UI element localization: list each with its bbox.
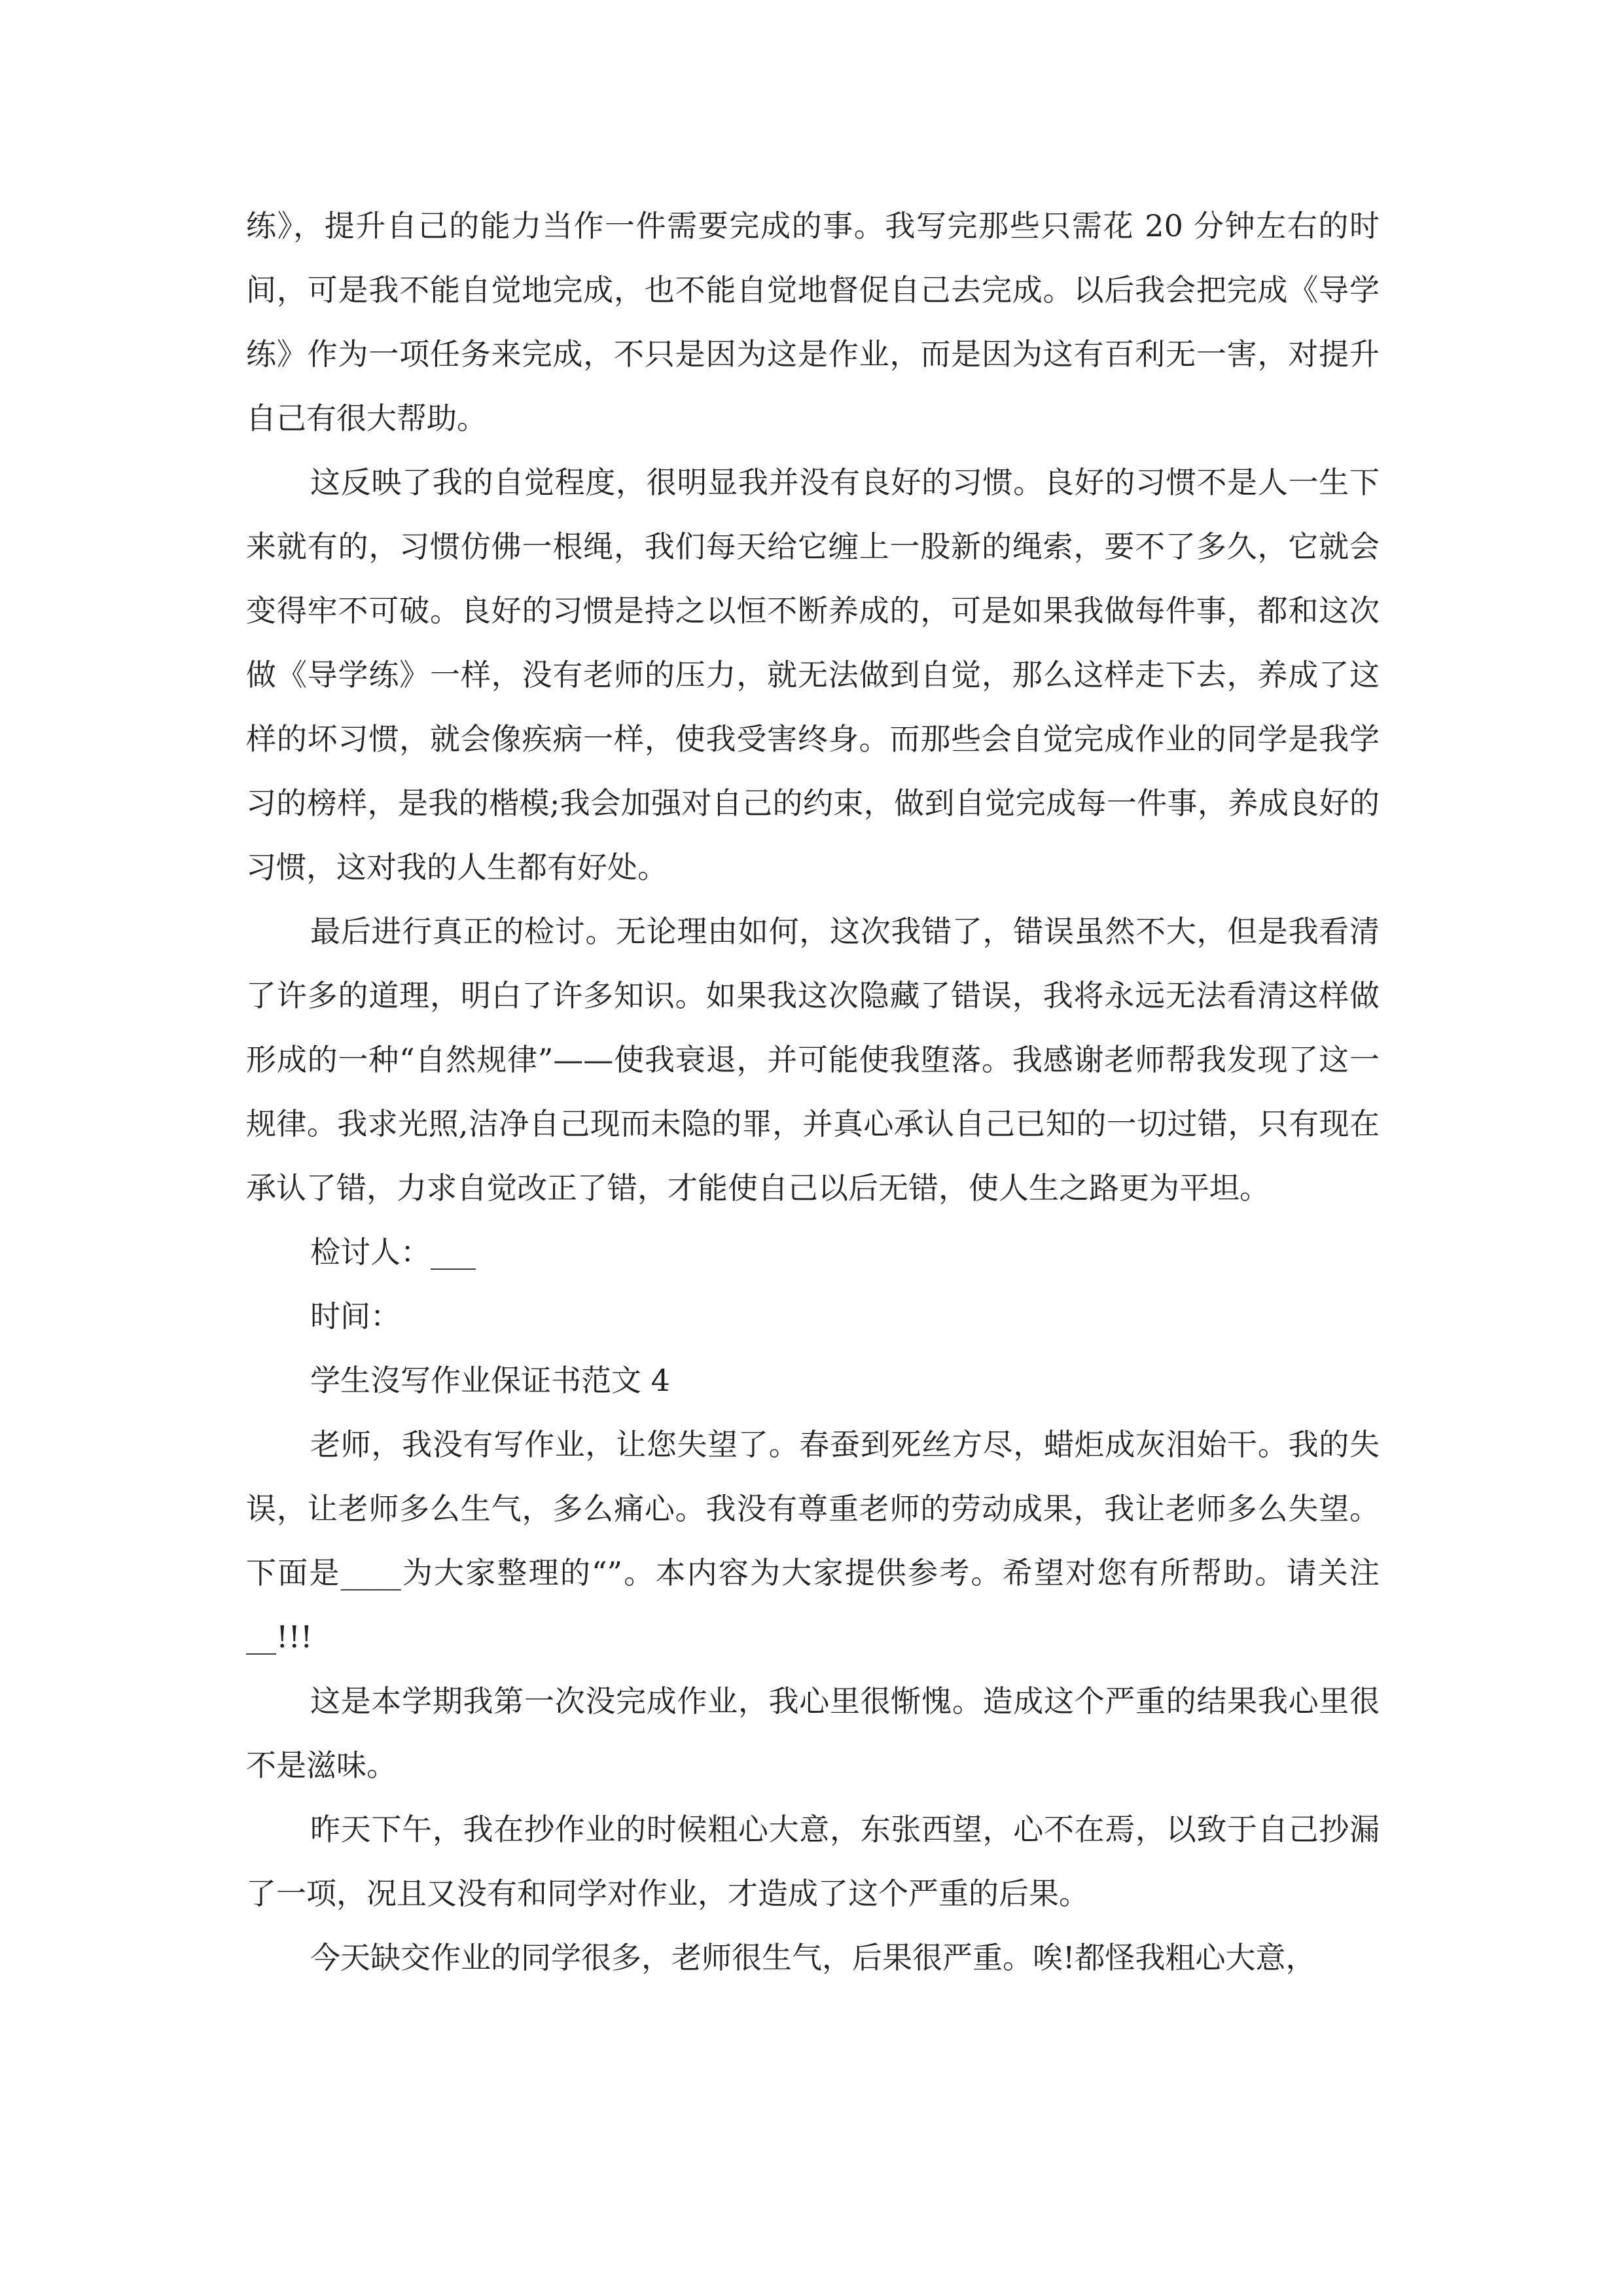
paragraph-final-review: 最后进行真正的检讨。无论理由如何，这次我错了，错误虽然不大，但是我看清了许多的道理，明白了许多知识。如果我这次隐藏了错误，我将永远无法看清这样做形成的一种“自然规律”——使我衰退，并可能使我堕落。我感谢老师帮我发现了这一规律。我求光照,洁净自己现而未隐的罪，并真心承认自己已知的一切过错，只有现在承认了错，力求自觉改正了错，才能使自己以后无错，使人生之路更为平坦。 xyxy=(246,914,1380,1206)
section-heading: 学生沒写作业保证书范文 4 xyxy=(310,1363,670,1398)
date-line: 时间： xyxy=(310,1299,401,1334)
paragraph-today: 今天缺交作业的同学很多，老师很生气，后果很严重。唉!都怪我粗心大意， xyxy=(310,1940,1316,1975)
paragraph-yesterday: 昨天下午，我在抄作业的时候粗心大意，东张西望，心不在焉，以致于自己抄漏了一项，况且又没有和同学对作业，才造成了这个严重的后果。 xyxy=(246,1812,1380,1911)
document-body xyxy=(246,194,1380,1990)
paragraph-continuation: 练》，提升自己的能力当作一件需要完成的事。我写完那些只需花 20 分钟左右的时间，可是我不能自觉地完成，也不能自觉地督促自己去完成。以后我会把完成《导学练》作为一项任务来完成，不只是因为这是作业，而是因为这有百利无一害，对提升自己有很大帮助。 xyxy=(246,208,1380,436)
paragraph-first-time: 这是本学期我第一次没完成作业，我心里很惭愧。造成这个严重的结果我心里很不是滋味。 xyxy=(246,1683,1380,1783)
reviewer-line: 检讨人：___ xyxy=(310,1234,476,1270)
paragraph-apology: 老师，我没有写作业，让您失望了。春蚕到死丝方尽，蜡炬成灰泪始干。我的失误，让老师多么生气，多么痛心。我没有尊重老师的劳动成果，我让老师多么失望。下面是____为大家整理的“”。本内容为大家提供参考。希望对您有所帮助。请关注__!!! xyxy=(246,1427,1380,1655)
paragraph-self-discipline: 这反映了我的自觉程度，很明显我并没有良好的习惯。良好的习惯不是人一生下来就有的，习惯仿佛一根绳，我们每天给它缠上一股新的绳索，要不了多久，它就会变得牢不可破。良好的习惯是持之以恒不断养成的，可是如果我做每件事，都和这次做《导学练》一样，没有老师的压力，就无法做到自觉，那么这样走下去，养成了这样的坏习惯，就会像疾病一样，使我受害终身。而那些会自觉完成作业的同学是我学习的榜样，是我的楷模;我会加强对自己的约束，做到自觉完成每一件事，养成良好的习惯，这对我的人生都有好处。 xyxy=(246,465,1380,885)
